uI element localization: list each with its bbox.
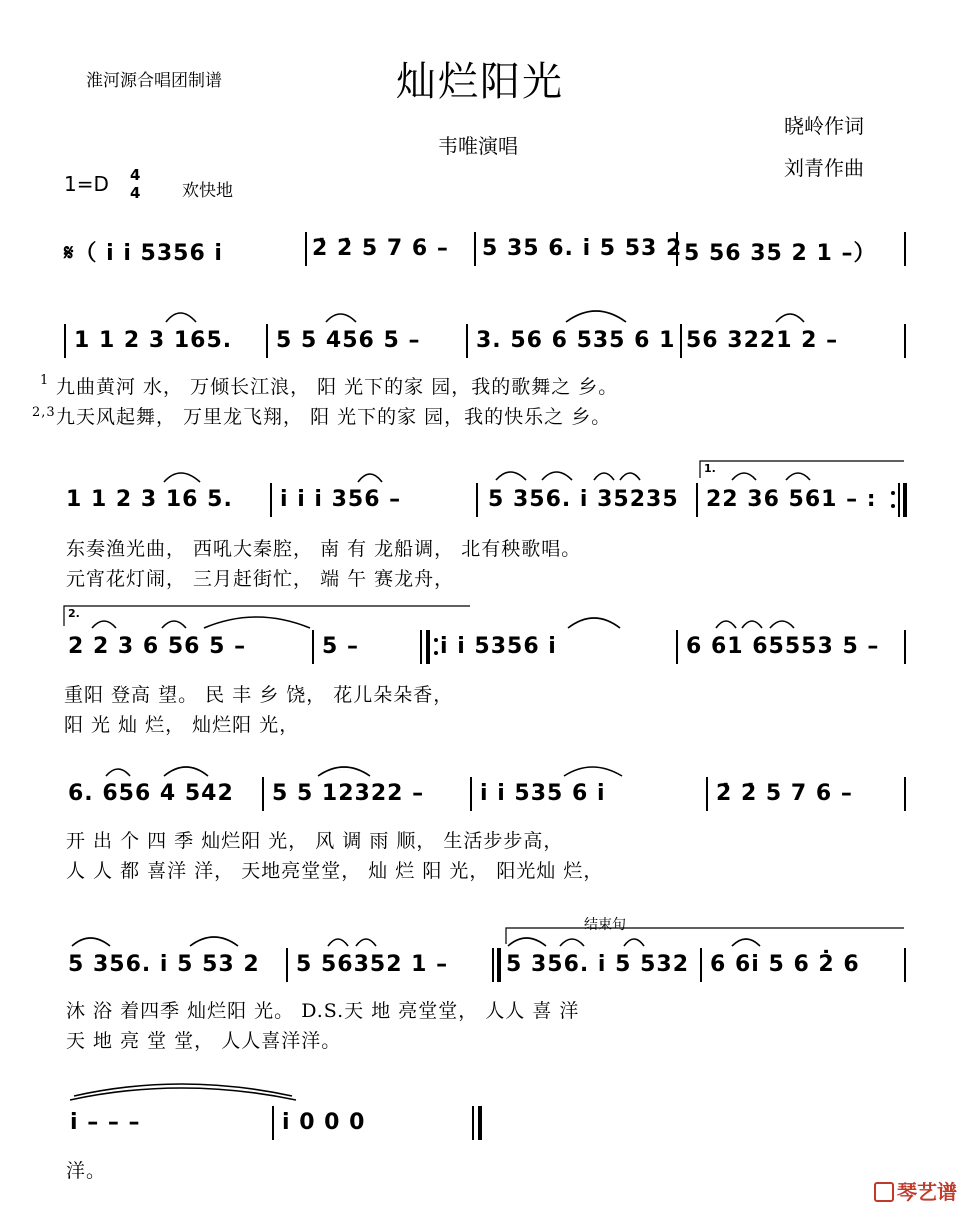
lyric-line: 天 地 亮 堂 堂， 人人喜洋洋。 (66, 1030, 342, 1052)
lyric-line: 东奏渔光曲， 西吼大秦腔， 南 有 龙船调， 北有秧歌唱。 (66, 538, 582, 560)
measure-r3-3: 5 356. i 35235 (488, 487, 679, 512)
repeat-dot (434, 651, 438, 655)
slur (496, 472, 526, 480)
lyric-line: 开 出 个 四 季 灿烂阳 光， 风 调 雨 顺， 生活步步高， (66, 830, 564, 852)
repeat-dot (891, 504, 895, 508)
measure-r5-1: 6. 656 4 542 (68, 781, 234, 806)
lyric-line: 洋。 (66, 1160, 107, 1182)
lyric-line: 沐 浴 着四季 灿烂阳 光。 D.S.天 地 亮堂堂， 人人 喜 洋 (66, 1000, 580, 1022)
slur (786, 473, 810, 480)
volta-2-label: 2. (68, 607, 80, 620)
tempo-marking: 欢快地 (182, 181, 233, 201)
volta-1-bracket (700, 461, 904, 478)
key-signature: 1=D (64, 172, 109, 196)
lyric-line: 元宵花灯闹， 三月赶街忙， 端 午 赛龙舟， (66, 568, 455, 590)
measure-r5-4: 2̇ 2̇ 5 7 6 – (716, 781, 853, 806)
slur (190, 937, 238, 946)
slur (568, 618, 620, 628)
lyric-line: 九天风起舞， 万里龙飞翔， 阳 光下的家 园，我的快乐之 乡。 (56, 406, 612, 428)
slur (566, 311, 626, 322)
slur (732, 939, 760, 946)
measure-r5-3: i i 535 6 i (480, 781, 606, 806)
measure-r1-2: 2̇ 2̇ 5 7 6 – (312, 236, 449, 261)
volta-1-label: 1. (704, 462, 716, 475)
volta-2-bracket (64, 606, 470, 626)
lyric-line: 阳 光 灿 烂， 灿烂阳 光， (64, 714, 300, 736)
measure-r1-3: 5 35 6. i 5 53 2 (482, 236, 683, 261)
measure-r2-3: 3. 56 6 535 6 1 (476, 328, 676, 353)
measure-r2-4: 56 3221 2 – (686, 328, 839, 353)
verse-number: 1 (40, 373, 50, 388)
measure-r6-3: 5 356. i 5 532 (506, 952, 689, 977)
measure-r3-2: i i i 356 – (280, 487, 402, 512)
slur (358, 474, 382, 482)
measure-r6-4: 6 6i 5 6 2̇ 6 (710, 952, 860, 977)
time-signature-top: 4 (130, 166, 141, 184)
slur (92, 621, 116, 628)
slur (318, 767, 370, 776)
slur (716, 621, 736, 628)
slur (326, 314, 356, 322)
arranger-credit: 淮河源合唱团制谱 (86, 71, 222, 91)
watermark-text: 琴艺谱 (897, 1180, 957, 1204)
measure-r7-2: i 0 0 0 (282, 1110, 366, 1135)
slur (164, 473, 200, 482)
page-title: 灿烂阳光 (396, 59, 564, 105)
time-signature-bottom: 4 (130, 184, 141, 202)
measure-r3-1: 1 1 2 3 16 5. (66, 487, 233, 512)
slur (164, 767, 208, 776)
measure-r4-2: 5 – (322, 634, 359, 659)
slur (204, 617, 310, 628)
repeat-dots (434, 491, 895, 655)
measure-r6-1: 5 356. i 5 53 2 (68, 952, 260, 977)
lyricist-credit: 晓岭作词 (784, 114, 864, 138)
coda-label: 结束句 (582, 914, 628, 934)
measure-r7-1: i – – – (70, 1110, 141, 1135)
lyric-line: 九曲黄河 水， 万倾长江浪， 阳 光下的家 园，我的歌舞之 乡。 (56, 376, 619, 398)
measure-r4-4: 6 61 65553 5 – (686, 634, 880, 659)
slur (742, 621, 762, 628)
composer-credit: 刘青作曲 (784, 156, 864, 180)
slur (542, 472, 572, 480)
slur (560, 939, 584, 946)
repeat-dot (891, 491, 895, 495)
slur (328, 939, 348, 946)
verse-number: 2,3 (32, 405, 56, 420)
measure-r3-4: 22 36 561 – : (706, 487, 877, 512)
slur (564, 767, 622, 776)
slur (624, 939, 644, 946)
slur (162, 621, 186, 628)
slur (356, 939, 376, 946)
slur (770, 621, 794, 628)
slur (508, 938, 546, 946)
slur (776, 314, 804, 322)
slur (732, 473, 756, 480)
volta-brackets (64, 461, 904, 944)
lyric-line: 重阳 登高 望。 民 丰 乡 饶， 花儿朵朵香， (64, 684, 454, 706)
measure-r1-4: 5 56 35 2 1 –） (684, 241, 877, 266)
slur (620, 473, 640, 480)
slur-marks (70, 311, 810, 1100)
measure-r4-3: i i 5356 i (440, 634, 557, 659)
slur (72, 938, 110, 946)
performer-credit: 韦唯演唱 (438, 134, 518, 158)
slur (594, 473, 614, 480)
measure-r1-1: 𝄋（ i i 5356 i (64, 241, 223, 266)
repeat-dot (434, 638, 438, 642)
measure-r2-1: 1 1 2 3 165. (74, 328, 233, 353)
measure-r6-2: 5 56352 1 – (296, 952, 449, 977)
lyric-line: 人 人 都 喜洋 洋， 天地亮堂堂， 灿 烂 阳 光， 阳光灿 烂， (66, 860, 604, 882)
slur (166, 313, 196, 322)
slur (106, 769, 130, 776)
measure-r4-1: 2 2 3 6 56 5 – (68, 634, 247, 659)
measure-r2-2: 5 5 456 5 – (276, 328, 421, 353)
measure-r5-2: 5 5 12322 – (272, 781, 425, 806)
